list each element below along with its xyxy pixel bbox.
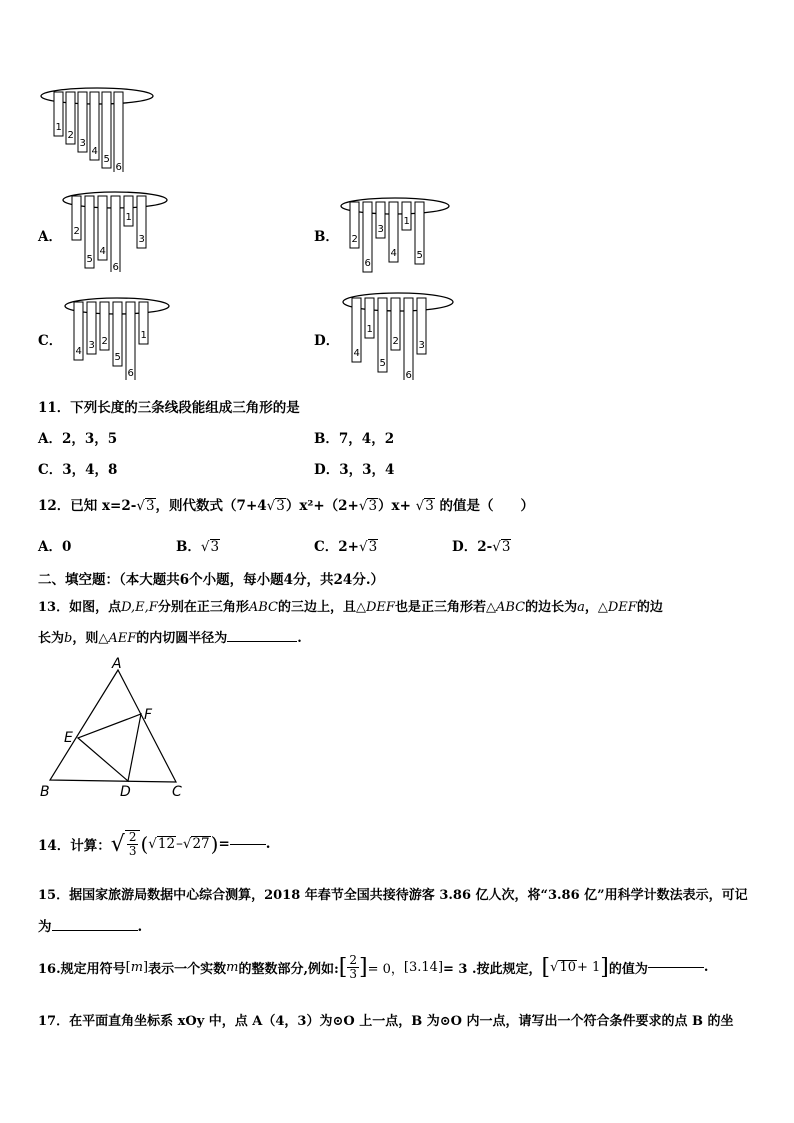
strip-number: 3 (88, 340, 95, 351)
q12-radicand-1: 3 (145, 498, 155, 514)
q14-fraction (127, 831, 139, 858)
q15-t2: . (137, 919, 143, 935)
option-a-letter: A． (38, 229, 62, 245)
strip-number: 3 (138, 234, 145, 245)
q14-line: 14．计算： √ $\frac{2}{3}$ ( √ 12 – √ 27 ) = . (38, 830, 271, 859)
q13-t2: 分别在正三角形 (157, 600, 249, 615)
q15-line-2 (38, 915, 142, 935)
strip-number: 2 (73, 226, 80, 237)
option-d-letter: D． (314, 333, 340, 349)
strip-number: 4 (353, 348, 360, 359)
q16-t4: = 0， (367, 962, 404, 978)
label-f: F (144, 707, 153, 723)
hanging-strip (111, 196, 120, 272)
q16-plus-1: + 1 (576, 960, 601, 976)
q14-numerator: 2 (128, 830, 137, 844)
q15-t1: 为 (38, 919, 52, 935)
strip-number: 1 (403, 216, 410, 227)
strip-number: 3 (79, 138, 86, 149)
section-2-heading: 二、填空题：（本大题共6个小题，每小题4分，共24分.） (38, 572, 385, 588)
label-b: B (40, 784, 50, 800)
q16-3-14: 3.14 (408, 960, 438, 976)
q16-t2: 表示一个实数 (148, 962, 227, 978)
ring-figure-option-b (338, 192, 454, 274)
q16-var-m: m (130, 960, 144, 976)
q15-answer-blank[interactable] (52, 930, 138, 931)
ring-figure-option-a (60, 186, 172, 272)
strip-number: 2 (67, 130, 74, 141)
q13-t9: ，则 (72, 631, 99, 646)
q13-t11: . (297, 631, 302, 646)
q12-option-c: C．2+√3 (314, 539, 378, 555)
q11-option-c: C．3，4，8 (38, 462, 118, 478)
strip-number: 2 (351, 234, 358, 245)
q12-radicand-2: 3 (276, 498, 285, 514)
q12-stem: 12．已知 x=2-√3，则代数式（7+4√3）x²+（2+√3）x+ √3 的值是（ ） (38, 498, 535, 514)
strip-number: 1 (55, 122, 62, 133)
q13-answer-blank[interactable] (227, 641, 297, 642)
q12-text-1: 12．已知 x=2- (38, 498, 137, 514)
strip-number: 4 (99, 246, 106, 257)
q17-line-1: 17．在平面直角坐标系 xOy 中，点 A（4，3）为⊙O 上一点，B 为⊙O 内一点，请写出一个符合条件要求的点 B 的坐 (38, 1014, 734, 1029)
q13-t8: 长为 (38, 631, 65, 646)
q16-answer-blank[interactable] (648, 967, 704, 968)
strip-number: 2 (392, 336, 399, 347)
q13-t10: 的内切圆半径为 (136, 631, 228, 646)
q11-option-d: D．3，3，4 (314, 462, 395, 478)
q11-option-a: A．2，3，5 (38, 431, 118, 447)
strip-number: 3 (418, 340, 425, 351)
q13-t6: ， (584, 600, 598, 615)
hanging-strip (404, 298, 413, 380)
q16-t1: 16.规定用符号 (38, 962, 126, 978)
q12-option-d-letter: D．2- (452, 539, 493, 555)
q13-var-b: b (64, 631, 73, 646)
q13-t5: 的边长为 (525, 600, 578, 615)
q12-text-4: ）x+ (378, 498, 411, 514)
q12-radicand-4: 3 (425, 498, 434, 514)
q13-t4: 也是正三角形若 (394, 600, 486, 615)
triangle-figure (34, 652, 194, 804)
option-b-letter: B． (314, 229, 339, 245)
q12-text-2: ，则代数式（7+4 (155, 498, 267, 514)
q12-option-b-radicand: 3 (210, 539, 220, 555)
q16-fraction (347, 954, 359, 981)
strip-number: 5 (416, 250, 423, 261)
strip-number: 6 (364, 258, 371, 269)
strip-number: 1 (140, 330, 147, 341)
ring-figure-option-d (340, 288, 460, 380)
q16-line: 16.规定用符号 [ m ] 表示一个实数 m 的整数部分,例如: [ $\frac{2}{3}$ ] = 0， [ 3.14 ] = 3 .按此规定， [ √ 10 + 1 ] 的值为 . (38, 953, 709, 982)
q15-line-1: 15．据国家旅游局数据中心综合测算，2018 年春节全国共接待游客 3.86 亿人次，将“3.86 亿”用科学计数法表示，可记 (38, 888, 748, 903)
q13-t1: 13．如图，点 (38, 600, 122, 615)
strip-number: 6 (127, 368, 134, 379)
q12-option-d: D．2-√3 (452, 539, 511, 555)
q13-var-a: a (577, 600, 585, 615)
q12-text-3: ）x²+（2+ (285, 498, 359, 514)
strip-number: 5 (103, 154, 110, 165)
label-e: E (64, 730, 73, 746)
strip-number: 5 (86, 254, 93, 265)
q13-tri-abc: △ABC (485, 600, 526, 615)
q12-option-b: B．√3 (176, 539, 220, 555)
strip-number: 5 (379, 358, 386, 369)
q16-sqrt-10: 10 (559, 960, 576, 976)
q14-sqrt-27: 27 (192, 836, 210, 853)
strip-number: 5 (114, 352, 121, 363)
strip-number: 6 (115, 162, 122, 172)
q16-denominator: 3 (349, 967, 358, 982)
q16-numerator: 2 (349, 953, 358, 967)
strip-number: 3 (377, 224, 384, 235)
q16-var-m-2: m (226, 960, 239, 976)
q14-answer-blank[interactable] (230, 844, 266, 845)
label-c: C (172, 784, 182, 800)
q12-radicand-3: 3 (368, 498, 378, 514)
q12-option-c-radicand: 3 (368, 539, 378, 555)
q16-t6: 的值为 (608, 962, 648, 978)
ring-figure-original (38, 82, 158, 172)
strip-number: 4 (390, 248, 397, 259)
q12-option-c-letter: C．2+ (314, 539, 359, 555)
q13-tri-aef: △AEF (98, 631, 137, 646)
label-d: D (120, 784, 131, 800)
ring-figure-option-c (62, 292, 174, 380)
q16-t3: 的整数部分,例如: (238, 962, 339, 978)
q11-stem: 11．下列长度的三条线段能组成三角形的是 (38, 400, 300, 416)
q14-equals: = (218, 836, 230, 853)
q12-option-b-letter: B． (176, 539, 201, 555)
hanging-strip (114, 92, 123, 172)
strip-number: 1 (366, 324, 373, 335)
strip-number: 1 (125, 212, 132, 223)
q13-points-def: D,E,F (121, 600, 158, 615)
q11-option-b: B．7，4，2 (314, 431, 395, 447)
q13-tri-def: △DEF (356, 600, 395, 615)
q13-line-1 (38, 596, 663, 615)
q12-option-d-radicand: 3 (501, 539, 511, 555)
strip-number: 6 (112, 262, 119, 272)
q13-t7: 的边 (636, 600, 663, 615)
label-a: A (112, 656, 122, 672)
strip-number: 4 (91, 146, 98, 157)
q14-outer-sqrt (125, 830, 141, 858)
q16-t7: . (703, 960, 709, 976)
q13-t3: 的三边上，且 (277, 600, 356, 615)
q12-option-a: A．0 (38, 539, 72, 555)
q13-tri-def-2: △DEF (597, 600, 637, 615)
q13-line-2 (38, 627, 302, 646)
strip-number: 2 (101, 336, 108, 347)
q16-t5: = 3 .按此规定， (443, 962, 542, 978)
q14-end: . (265, 836, 271, 853)
q14-sqrt-12: 12 (157, 836, 176, 853)
option-c-letter: C． (38, 333, 63, 349)
strip-number: 6 (405, 370, 412, 380)
q12-text-5: 的值是（ ） (439, 498, 535, 514)
strip-number: 4 (75, 346, 82, 357)
q13-abc: ABC (248, 600, 278, 615)
q14-denominator: 3 (128, 844, 137, 859)
q14-lead: 14．计算： (38, 838, 111, 855)
